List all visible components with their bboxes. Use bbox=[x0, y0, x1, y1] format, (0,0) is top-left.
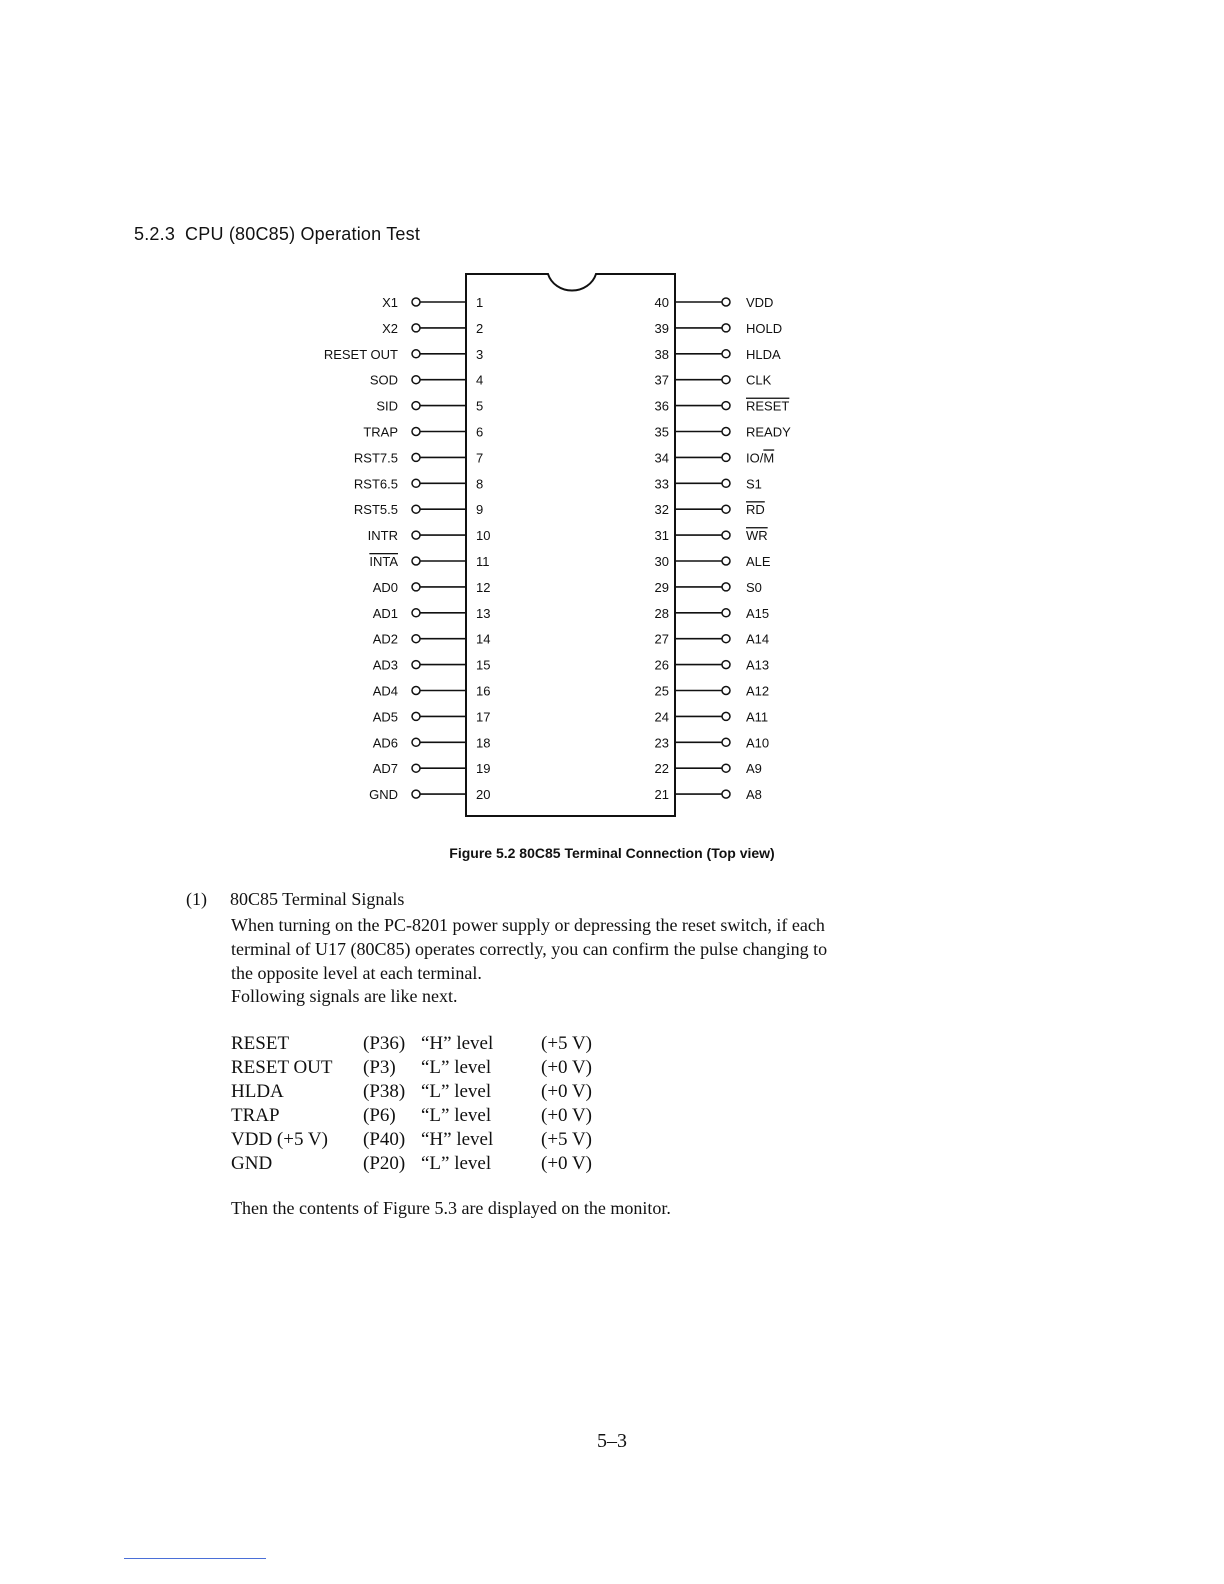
pin-40 bbox=[655, 295, 774, 310]
pin-label: A12 bbox=[746, 683, 770, 699]
pin-label: AD1 bbox=[372, 605, 398, 621]
pin-label: A10 bbox=[746, 735, 770, 751]
signal-row bbox=[231, 1152, 592, 1176]
pin-number: 39 bbox=[654, 320, 669, 336]
signal-voltage: (+0 V) bbox=[541, 1057, 592, 1078]
signal-row bbox=[231, 1128, 592, 1152]
signal-pin: (P3) bbox=[363, 1057, 396, 1078]
pin-terminal-icon bbox=[412, 428, 420, 436]
pin-label: A14 bbox=[746, 631, 770, 647]
pin-number: 16 bbox=[476, 683, 491, 699]
pin-number: 18 bbox=[476, 735, 491, 751]
signal-pin: (P36) bbox=[363, 1033, 406, 1054]
pin-number: 2 bbox=[476, 320, 484, 336]
signal-pin: (P6) bbox=[363, 1105, 396, 1126]
pin-number: 19 bbox=[476, 761, 491, 777]
pin-terminal-icon bbox=[412, 712, 420, 720]
pin-33 bbox=[655, 476, 762, 491]
pin-terminal-icon bbox=[722, 505, 730, 513]
pin-terminal-icon bbox=[722, 453, 730, 461]
signal-level: “L” level bbox=[421, 1081, 492, 1102]
pin-label: READY bbox=[746, 424, 791, 440]
pin-9 bbox=[354, 502, 483, 517]
signal-level: “L” level bbox=[421, 1153, 492, 1174]
pin-28 bbox=[655, 606, 770, 621]
pin-number: 33 bbox=[654, 476, 669, 492]
signal-voltage: (+0 V) bbox=[541, 1153, 592, 1174]
pin-terminal-icon bbox=[412, 324, 420, 332]
pin-label: HOLD bbox=[746, 320, 783, 336]
pin-number: 8 bbox=[476, 476, 484, 492]
terminal-signals-section bbox=[186, 889, 405, 910]
figure-caption: Figure 5.2 80C85 Terminal Connection (Top view) bbox=[449, 845, 775, 861]
pin-label: S1 bbox=[746, 476, 762, 492]
signal-name: GND bbox=[231, 1153, 273, 1174]
pin-38 bbox=[655, 347, 781, 362]
signal-row bbox=[231, 1080, 592, 1104]
pin-label: A11 bbox=[746, 709, 769, 725]
pin-18 bbox=[373, 735, 491, 750]
signal-name: TRAP bbox=[231, 1105, 280, 1126]
pin-label: RESET bbox=[746, 398, 790, 414]
pin-25 bbox=[655, 684, 770, 699]
pin-terminal-icon bbox=[722, 635, 730, 643]
pin-terminal-icon bbox=[722, 609, 730, 617]
pin-31 bbox=[655, 528, 768, 543]
pin-30 bbox=[655, 554, 771, 569]
pin-terminal-icon bbox=[412, 609, 420, 617]
pin-37 bbox=[655, 373, 772, 388]
following-line: Following signals are like next. bbox=[231, 986, 458, 1006]
signal-name: RESET bbox=[231, 1033, 290, 1054]
pin-number: 9 bbox=[476, 502, 484, 518]
pin-number: 31 bbox=[654, 528, 669, 544]
signal-voltage: (+5 V) bbox=[541, 1129, 592, 1150]
paragraph-line: When turning on the PC-8201 power supply or depressing the reset switch, if each bbox=[231, 915, 825, 935]
pin-label: TRAP bbox=[363, 424, 398, 440]
footer-rule bbox=[124, 1558, 266, 1559]
pin-label: WR bbox=[746, 528, 768, 544]
pin-label: AD3 bbox=[372, 657, 398, 673]
pin-terminal-icon bbox=[412, 557, 420, 565]
signal-row bbox=[231, 1104, 592, 1128]
signal-row bbox=[231, 1032, 592, 1056]
pin-number: 30 bbox=[654, 554, 669, 569]
pin-terminal-icon bbox=[722, 583, 730, 591]
pin-terminal-icon bbox=[722, 428, 730, 436]
signal-level: “L” level bbox=[421, 1057, 492, 1078]
pin-17 bbox=[373, 709, 491, 724]
pin-number: 29 bbox=[654, 579, 669, 595]
pin-label: ALE bbox=[746, 554, 771, 569]
pin-terminal-icon bbox=[722, 712, 730, 720]
pin-label: RST5.5 bbox=[353, 502, 398, 518]
pin-29 bbox=[655, 580, 762, 595]
pin-label: HLDA bbox=[746, 346, 781, 362]
pin-terminal-icon bbox=[412, 376, 420, 384]
pin-23 bbox=[655, 735, 770, 750]
pin-14 bbox=[373, 632, 491, 647]
item-number: (1) bbox=[186, 889, 207, 909]
item-title: 80C85 Terminal Signals bbox=[230, 889, 405, 909]
pin-8 bbox=[354, 476, 483, 491]
pin-12 bbox=[373, 580, 491, 595]
pin-terminal-icon bbox=[722, 402, 730, 410]
pin-label: SID bbox=[376, 398, 398, 414]
pin-terminal-icon bbox=[722, 661, 730, 669]
pin-label: AD2 bbox=[372, 631, 398, 647]
pin-number: 35 bbox=[654, 424, 669, 440]
signal-pin: (P40) bbox=[363, 1129, 406, 1150]
pin-terminal-icon bbox=[722, 790, 730, 798]
pin-number: 34 bbox=[654, 450, 669, 466]
pin-label: AD0 bbox=[372, 579, 398, 595]
paragraph-line: the opposite level at each terminal. bbox=[231, 963, 482, 983]
pin-label: AD7 bbox=[372, 761, 398, 777]
pin-39 bbox=[655, 321, 783, 336]
pin-number: 28 bbox=[654, 605, 669, 621]
pin-label: RST6.5 bbox=[353, 476, 398, 492]
pin-15 bbox=[373, 658, 491, 673]
pin-terminal-icon bbox=[412, 790, 420, 798]
chip-body bbox=[466, 274, 675, 816]
pin-label: SOD bbox=[369, 372, 398, 388]
pin-16 bbox=[373, 684, 491, 699]
signal-name: HLDA bbox=[231, 1081, 284, 1102]
signal-voltage: (+5 V) bbox=[541, 1033, 592, 1054]
pin-label: A13 bbox=[746, 657, 770, 673]
pin-label: S0 bbox=[746, 579, 762, 595]
pin-terminal-icon bbox=[412, 479, 420, 487]
pin-terminal-icon bbox=[722, 324, 730, 332]
pin-number: 14 bbox=[476, 631, 491, 647]
pin-label: RESET OUT bbox=[323, 346, 398, 362]
description-paragraph bbox=[231, 913, 981, 985]
pin-number: 7 bbox=[476, 450, 484, 466]
pin-3 bbox=[324, 347, 483, 362]
pin-terminal-icon bbox=[722, 687, 730, 695]
pin-terminal-icon bbox=[722, 531, 730, 539]
pin-22 bbox=[655, 761, 762, 776]
pin-label: X2 bbox=[382, 320, 398, 336]
pin-13 bbox=[373, 606, 491, 621]
pin-5 bbox=[376, 399, 483, 414]
pin-label: VDD bbox=[746, 295, 774, 310]
pin-label: A15 bbox=[746, 605, 770, 621]
pin-26 bbox=[655, 658, 770, 673]
pin-terminal-icon bbox=[412, 635, 420, 643]
signal-name: VDD (+5 V) bbox=[231, 1129, 328, 1150]
pin-label: AD6 bbox=[372, 735, 398, 751]
pin-terminal-icon bbox=[722, 764, 730, 772]
pin-label: RST7.5 bbox=[353, 450, 398, 466]
pin-terminal-icon bbox=[722, 376, 730, 384]
pin-label: IO/M bbox=[746, 450, 775, 466]
signal-level: “H” level bbox=[421, 1129, 494, 1150]
pin-terminal-icon bbox=[722, 738, 730, 746]
pin-terminal-icon bbox=[722, 350, 730, 358]
pin-label: AD4 bbox=[372, 683, 398, 699]
pin-10 bbox=[368, 528, 491, 543]
pin-number: 13 bbox=[476, 605, 491, 621]
pin-terminal-icon bbox=[412, 453, 420, 461]
paragraph-line: terminal of U17 (80C85) operates correctly, you can confirm the pulse changing to bbox=[231, 939, 828, 959]
pin-terminal-icon bbox=[412, 350, 420, 358]
signal-table bbox=[231, 1032, 592, 1176]
pin-number: 40 bbox=[654, 295, 669, 310]
pin-number: 12 bbox=[476, 579, 491, 595]
signal-level: “L” level bbox=[421, 1105, 492, 1126]
pin-number: 23 bbox=[654, 735, 669, 751]
pin-number: 3 bbox=[476, 346, 484, 362]
pin-number: 37 bbox=[654, 372, 669, 388]
page-number: 5–3 bbox=[597, 1430, 627, 1452]
pin-number: 17 bbox=[476, 709, 491, 725]
pin-label: INTR bbox=[367, 528, 398, 544]
pin-24 bbox=[655, 709, 769, 724]
pin-1 bbox=[382, 295, 483, 310]
pin-number: 36 bbox=[654, 398, 669, 414]
pin-label: CLK bbox=[746, 372, 772, 388]
closing-line: Then the contents of Figure 5.3 are displayed on the monitor. bbox=[231, 1198, 671, 1218]
signal-row bbox=[231, 1056, 592, 1080]
pin-number: 1 bbox=[476, 295, 484, 310]
pin-terminal-icon bbox=[412, 505, 420, 513]
pin-number: 11 bbox=[476, 554, 490, 569]
pin-label: GND bbox=[369, 787, 398, 803]
pin-number: 27 bbox=[654, 631, 669, 647]
pin-terminal-icon bbox=[412, 583, 420, 591]
pin-label: AD5 bbox=[372, 709, 398, 725]
pin-32 bbox=[655, 502, 765, 517]
signal-name: RESET OUT bbox=[231, 1057, 333, 1078]
pin-number: 38 bbox=[654, 346, 669, 362]
pin-terminal-icon bbox=[722, 557, 730, 565]
pin-number: 32 bbox=[654, 502, 669, 518]
pin-number: 21 bbox=[654, 787, 669, 803]
pin-number: 5 bbox=[476, 398, 484, 414]
signal-level: “H” level bbox=[421, 1033, 494, 1054]
pin-number: 25 bbox=[654, 683, 669, 699]
pin-terminal-icon bbox=[412, 531, 420, 539]
signal-pin: (P38) bbox=[363, 1081, 406, 1102]
pin-number: 22 bbox=[654, 761, 669, 777]
pin-number: 20 bbox=[476, 787, 491, 803]
pin-21 bbox=[655, 787, 762, 802]
pin-label: X1 bbox=[382, 295, 398, 310]
pin-number: 26 bbox=[654, 657, 669, 673]
pin-label: INTA bbox=[369, 554, 398, 569]
pin-number: 6 bbox=[476, 424, 484, 440]
pin-27 bbox=[655, 632, 770, 647]
pin-number: 10 bbox=[476, 528, 491, 544]
pin-number: 24 bbox=[654, 709, 669, 725]
pin-terminal-icon bbox=[722, 298, 730, 306]
pin-label: A8 bbox=[746, 787, 762, 803]
section-number: 5.2.3 bbox=[134, 224, 176, 244]
pin-11 bbox=[369, 554, 489, 569]
pin-34 bbox=[655, 450, 775, 465]
pin-20 bbox=[369, 787, 490, 802]
pin-label: RD bbox=[746, 502, 765, 518]
pin-terminal-icon bbox=[722, 479, 730, 487]
pin-7 bbox=[354, 450, 483, 465]
pin-terminal-icon bbox=[412, 298, 420, 306]
signal-voltage: (+0 V) bbox=[541, 1081, 592, 1102]
pin-terminal-icon bbox=[412, 687, 420, 695]
signal-pin: (P20) bbox=[363, 1153, 406, 1174]
pin-label: A9 bbox=[746, 761, 762, 777]
pin-terminal-icon bbox=[412, 764, 420, 772]
pin-terminal-icon bbox=[412, 661, 420, 669]
pin-terminal-icon bbox=[412, 402, 420, 410]
pin-number: 4 bbox=[476, 372, 484, 388]
section-title: CPU (80C85) Operation Test bbox=[185, 224, 421, 244]
pin-number: 15 bbox=[476, 657, 491, 673]
pin-terminal-icon bbox=[412, 738, 420, 746]
signal-voltage: (+0 V) bbox=[541, 1105, 592, 1126]
pin-2 bbox=[382, 321, 483, 336]
pin-19 bbox=[373, 761, 491, 776]
